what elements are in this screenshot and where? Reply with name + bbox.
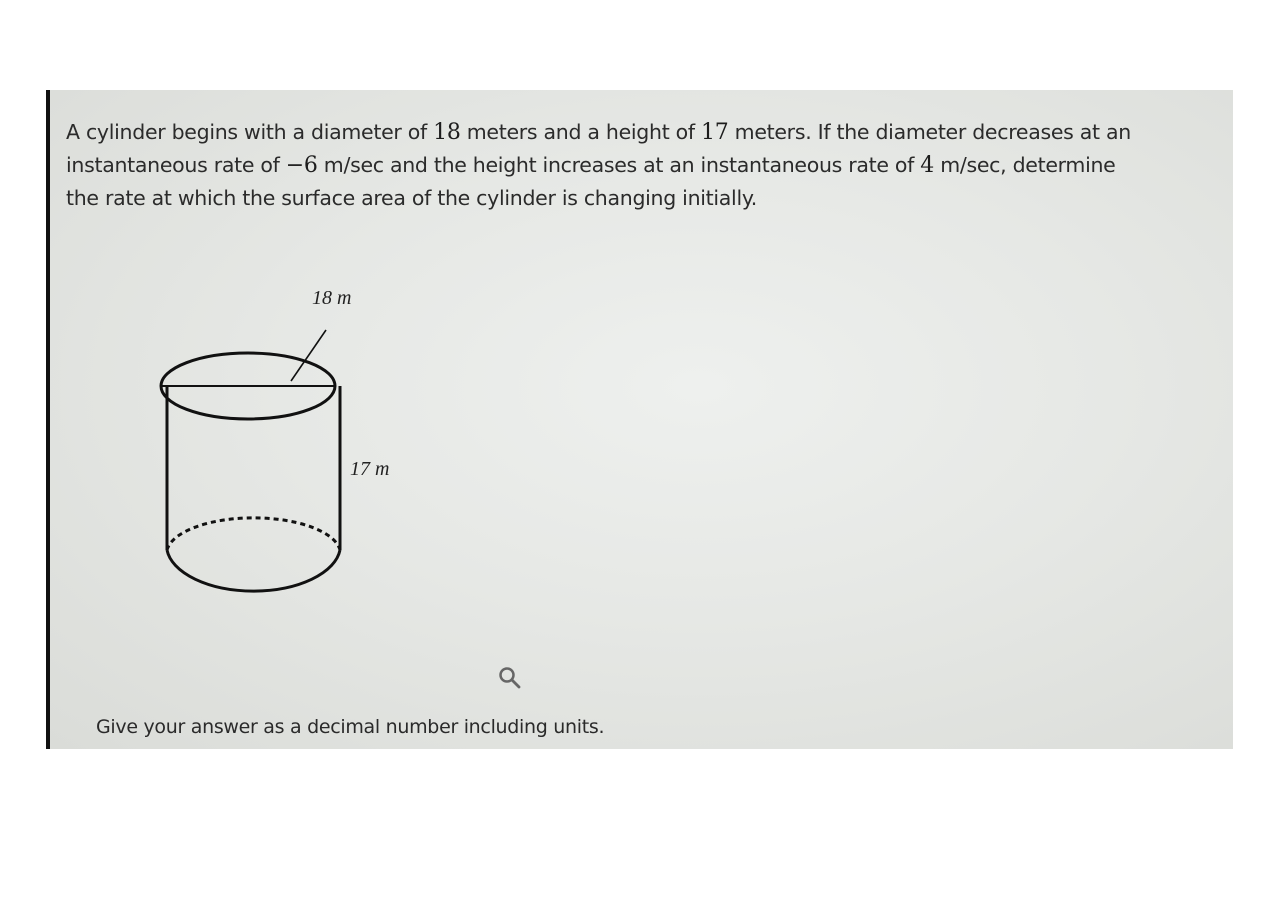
diameter-leader-line	[291, 330, 326, 381]
search-icon[interactable]	[496, 664, 524, 692]
question-height-value: 17	[701, 120, 729, 145]
question-part-4: m/sec and the height increases at an instantaneous rate of	[317, 153, 921, 177]
question-part-2: meters and a height of	[460, 120, 702, 144]
question-part-1: A cylinder begins with a diameter of	[66, 120, 434, 144]
question-height-rate-value: 4	[920, 153, 934, 178]
question-diameter-value: 18	[433, 120, 461, 145]
height-label: 17 m	[350, 458, 390, 480]
question-part-5: m/sec, determine the rate at which the surface area of the cylinder is changing initially.	[66, 153, 1116, 210]
cylinder-diagram	[46, 90, 1233, 749]
cylinder-bottom-front-arc	[167, 550, 340, 591]
answer-instruction: Give your answer as a decimal number including units.	[96, 716, 605, 738]
question-part-3: meters. If the diameter decreases at an instantaneous rate of	[66, 120, 1131, 177]
cylinder-bottom-back-arc	[167, 518, 340, 550]
diameter-label: 18 m	[312, 287, 352, 309]
question-photo	[46, 90, 1233, 749]
question-diameter-rate-value: −6	[285, 153, 318, 178]
